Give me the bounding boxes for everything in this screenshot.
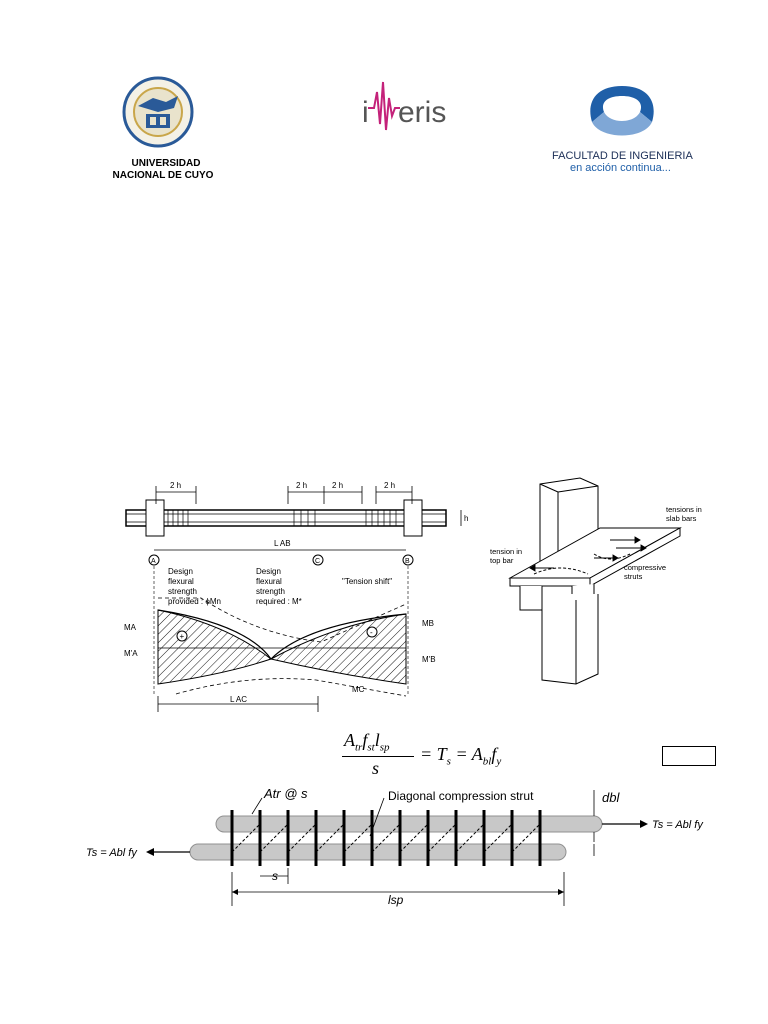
beam-moment-figure (106, 474, 486, 716)
label-required-1: Design (256, 567, 281, 576)
label-top-2: top bar (490, 556, 514, 565)
label-s: s (272, 869, 278, 883)
label-required-3: strength (256, 587, 285, 596)
label-ma2: M'A (124, 649, 138, 658)
label-mc: MC (352, 685, 365, 694)
label-struts-1: compressive (624, 563, 667, 572)
label-diagonal-strut: Diagonal compression strut (388, 789, 534, 803)
eq-numerator: $A_{tr}f_{st}l_{sp}$ (344, 730, 390, 754)
dim-2h-1: 2 h (170, 481, 182, 490)
label-top-1: tension in (490, 547, 523, 556)
equation-number-box (662, 746, 716, 766)
label-provided-2: flexural (168, 577, 194, 586)
equation (340, 728, 520, 780)
dim-2h-2: 2 h (296, 481, 308, 490)
uncuyo-line2: NACIONAL DE CUYO (112, 170, 214, 181)
label-lsp: lsp (388, 893, 404, 907)
lower-bar (190, 844, 566, 860)
dim-2h-4: 2 h (384, 481, 396, 490)
uncuyo-line1: UNIVERSIDAD (131, 158, 201, 169)
label-plus: + (179, 632, 185, 641)
label-slab-1: tensions in (666, 505, 702, 514)
label-provided-1: Design (168, 567, 193, 576)
dim-lac: L AC (230, 695, 248, 704)
fi-logo (552, 82, 692, 177)
lap-splice-figure (86, 780, 706, 908)
joint-3d-figure (490, 474, 708, 688)
label-slab-2: slab bars (666, 514, 697, 523)
label-ma: MA (124, 623, 136, 632)
upper-bar (216, 816, 602, 832)
label-mb: MB (422, 619, 434, 628)
imeris-i: i (362, 96, 369, 129)
imeris-text: eris (398, 96, 447, 129)
dim-h: h (464, 514, 469, 523)
dim-2h-3: 2 h (332, 481, 344, 490)
lower-column (542, 594, 598, 684)
beam-body (126, 510, 446, 526)
label-atr: Atr @ s (264, 786, 308, 801)
node-a: A (151, 558, 156, 565)
fi-line2: en acción continua... (570, 162, 671, 174)
label-ts-left: Ts = Abl fy (86, 847, 137, 859)
node-b: B (405, 558, 410, 565)
label-mb2: M'B (422, 655, 436, 664)
fi-triangle-icon (552, 82, 692, 146)
label-required-4: required : M* (256, 597, 302, 606)
node-c: C (315, 558, 321, 565)
label-struts-2: struts (624, 572, 643, 581)
label-tension-shift: "Tension shift" (342, 577, 393, 586)
label-provided-3: strength (168, 587, 197, 596)
dim-lab: L AB (274, 539, 291, 548)
fi-line1: FACULTAD DE INGENIERIA (552, 150, 693, 162)
imeris-logo (360, 72, 450, 152)
label-dbl: dbl (602, 790, 620, 805)
eq-fraction-bar (342, 756, 414, 757)
label-required-2: flexural (256, 577, 282, 586)
label-provided-4: provided : ϕMn (168, 597, 221, 606)
uncuyo-logo (108, 76, 218, 186)
eq-rhs: = $T_s = A_{bl}f_y$ (420, 744, 502, 768)
eq-denominator: s (372, 758, 380, 778)
label-minus: - (370, 628, 373, 637)
label-ts-right: Ts = Abl fy (652, 819, 703, 831)
